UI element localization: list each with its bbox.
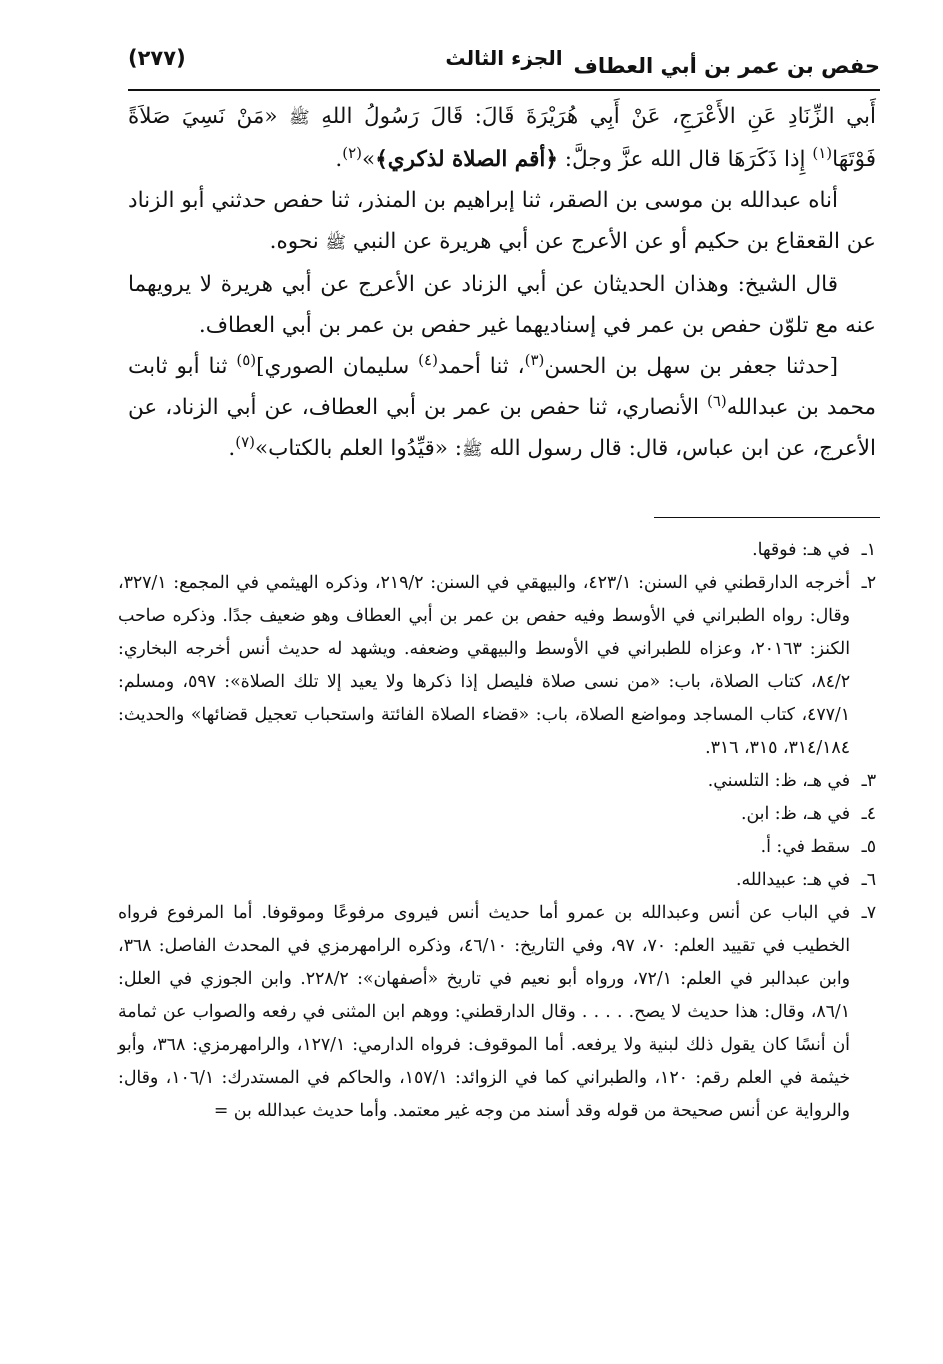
footnote-number: ٥ـ [861, 837, 876, 857]
footnote-7 [118, 897, 876, 1128]
footnote-3 [118, 765, 876, 798]
footnote-marker-2[interactable]: (٢) [342, 143, 363, 162]
footnote-text: في هـ: عبيدالله. [735, 870, 850, 890]
p4-text-4: ثنا أبو ثابت محمد بن عبدالله [128, 354, 876, 420]
running-title: حفص بن عمر بن أبي العطاف [573, 54, 880, 78]
footnote-marker-5[interactable]: (٥) [236, 350, 257, 369]
footnote-number: ٧ـ [861, 903, 876, 923]
p2-end: نحوه. [269, 229, 326, 254]
p4-text-3: سليمان الصوري] [256, 354, 419, 379]
paragraph-4 [128, 346, 876, 471]
footnote-text: في هـ، ظ: ابن. [741, 804, 850, 824]
footnote-2 [118, 567, 876, 765]
footnote-1 [118, 534, 876, 567]
salutation-glyph: ﷺ [289, 108, 310, 128]
paragraph-3 [128, 264, 876, 346]
footnote-number: ٣ـ [861, 771, 876, 791]
p4-text-2: ، ثنا أحمد [437, 354, 525, 379]
footnote-number: ٢ـ [861, 573, 876, 593]
p4-text-5: الأنصاري، ثنا حفص بن عمر بن أبي العطاف، عن أبي الزناد، عن الأعرج، عن ابن عباس، قال: قال رسول الله [128, 395, 876, 461]
p1-end: . [335, 147, 343, 172]
footnote-text: أخرجه الدارقطني في السنن: ٤٢٣/١، والبيهقي في السنن: ٢١٩/٢، وذكره الهيثمي في المجمع: ٣٢٧/١، وقال: رواه الطبراني في الأوسط وفيه حفص بن عمر بن أبي العطاف وهو ضعيف جدًا. وذكره صاحب الكنز: ٢٠١٦٣، وعزاه للطبراني في الأوسط والبيهقي وضعفه. ويشهد له حديث أنس أخرجه البخاري: ٨٤/٢، كتاب الصلاة، باب: «من نسى صلاة فليصل إذا ذكرها ولا يعيد إلا تلك الصلاة»: ٥٩٧، ومسلم: ٤٧٧/١، كتاب المساجد ومواضع الصلاة، باب: «قضاء الصلاة الفائتة واستحباب تعجيل قضائها» والحديث: ٣١٤/١٨٤، ٣١٥، ٣١٦. [118, 573, 850, 758]
p4-hadith-text: : «قيِّدُوا العلم بالكتاب» [254, 436, 463, 461]
footnote-number: ٤ـ [861, 804, 876, 824]
footnote-text: في هـ، ظ: التلسني. [707, 771, 850, 791]
p2-text: أناه عبدالله بن موسى بن الصقر، ثنا إبراهيم بن المنذر، ثنا حفص حدثني أبو الزناد عن القعقاع بن حكيم أو عن الأعرج عن أبي هريرة عن النبي [128, 188, 876, 254]
p4-end: . [228, 436, 236, 461]
footnote-text: في الباب عن أنس وعبدالله بن عمرو أما حديث أنس فيروى مرفوعًا وموقوفا. أما المرفوع فرواه الخطيب في تقييد العلم: ٧٠، ٩٧، وفي التاريخ: ٤٦/١٠، وذكره الرامهرمزي في المحدث الفاصل: ٣٦٨، وابن عبدالبر في العلم: ٧٢/١، ورواه أبو نعيم في تاريخ «أصفهان»: ٢٢٨/٢. وابن الجوزي في العلل: ٨٦/١، وقال: هذا حديث لا يصح. . . . . وقال الدارقطني: ووهم ابن المثنى في رفعه والصواب عن ثمامة أن أنسًا كان يقول ذلك لبنية ولا يرفعه. أما الموقوف: فرواه الدارمي: ١٢٧/١، والرامهرمزي: ٣٦٨، وأبو خيثمة في العلم رقم: ١٢٠، والطبراني كما في الزوائد: ١٥٧/١، والحاكم في المستدرك: ١٠٦/١، وقال: والرواية عن أنس صحيحة من قوله وقد أسند من وجه غير معتمد. وأما حديث عبدالله بن = [118, 903, 851, 1121]
footnote-text: سقط في: أ. [760, 837, 850, 857]
footnote-marker-7[interactable]: (٧) [235, 432, 255, 451]
header-rule [128, 89, 880, 91]
footnote-marker-3[interactable]: (٣) [524, 350, 545, 369]
volume-label: الجزء الثالث [445, 46, 563, 70]
main-text [128, 96, 876, 471]
footnote-4 [118, 798, 876, 831]
paragraph-1 [128, 96, 876, 180]
paragraph-2 [128, 180, 876, 264]
footnote-marker-1[interactable]: (١) [812, 143, 833, 162]
p1-isnad-text: أَبي الزِّنَادِ عَنِ الأَعْرَجِ، عَنْ أَبِي هُرَيْرَةَ قَالَ: قَالَ رَسُولُ اللهِ [309, 104, 876, 129]
p1-mid-text: إِذا ذَكَرَهَا قال الله عزَّ وجلَّ: [557, 147, 813, 172]
p1-closing-quote: » [362, 147, 376, 172]
quran-quote: ﴿أقم الصلاة لذكري﴾ [375, 147, 558, 172]
footnote-5 [118, 831, 876, 864]
page-number: (٢٧٧) [128, 46, 186, 70]
footnotes [118, 534, 876, 1128]
footnote-number: ٦ـ [861, 870, 876, 890]
salutation-glyph: ﷺ [462, 440, 483, 460]
footnote-6 [118, 864, 876, 897]
footnote-number: ١ـ [861, 540, 876, 560]
footnote-marker-6[interactable]: (٦) [706, 391, 727, 410]
p3-text: قال الشيخ: وهذان الحديثان عن أبي الزناد عن الأعرج عن أبي هريرة لا يرويهما عنه مع تلوّن حفص بن عمر في إسناديهما غير حفص بن عمر بن أبي العطاف. [128, 272, 876, 338]
footnote-text: في هـ: فوقها. [752, 540, 850, 560]
p4-text-1: [حدثنا جعفر بن سهل بن الحسن [544, 354, 838, 379]
footnote-separator [654, 517, 880, 518]
salutation-glyph: ﷺ [325, 233, 347, 253]
footnote-marker-4[interactable]: (٤) [418, 350, 438, 369]
p1-hadith-text: «مَنْ نَسِيَ صَلاَةً فَوْتَهَا [128, 104, 876, 172]
page-header [128, 40, 880, 92]
